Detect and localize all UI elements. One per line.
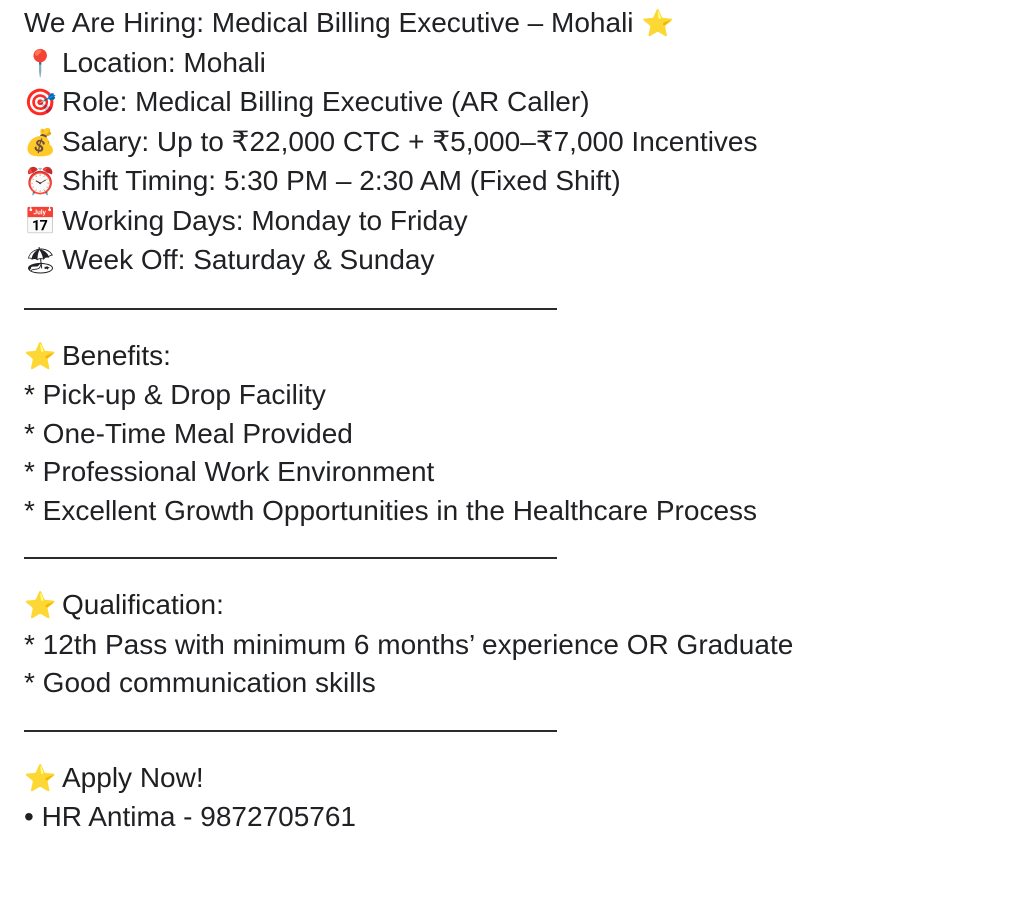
list-item: * Pick-up & Drop Facility xyxy=(24,379,326,410)
star-icon: ⭐ xyxy=(641,9,674,39)
list-item: * Good communication skills xyxy=(24,667,376,698)
list-item: * 12th Pass with minimum 6 months’ experience OR Graduate xyxy=(24,628,794,660)
list-item: * Excellent Growth Opportunities in the Healthcare Process xyxy=(24,494,758,526)
apply-heading-text: Apply Now! xyxy=(62,761,204,793)
alarm-clock-icon: ⏰ xyxy=(24,167,57,197)
list-item: * One-Time Meal Provided xyxy=(24,417,353,449)
detail-text: Role: Medical Billing Executive (AR Caller) xyxy=(62,86,590,117)
star-icon: ⭐ xyxy=(24,591,57,621)
divider-line xyxy=(24,308,557,310)
detail-text: Salary: Up to ₹22,000 CTC + ₹5,000–₹7,000 Incentives xyxy=(62,125,758,157)
detail-row-working-days xyxy=(24,202,1000,242)
divider-line xyxy=(24,730,557,732)
page-title-text: We Are Hiring: Medical Billing Executive – Mohali xyxy=(24,7,634,38)
section-divider-2 xyxy=(24,530,1000,586)
qualification-heading xyxy=(24,586,1000,626)
location-pin-icon: 📍 xyxy=(24,48,57,79)
benefits-heading-text: Benefits: xyxy=(62,339,171,371)
detail-row-location xyxy=(24,44,1000,84)
beach-umbrella-icon: 🏖 xyxy=(24,246,58,276)
section-divider-3 xyxy=(24,703,1000,759)
detail-text: Working Days: Monday to Friday xyxy=(62,204,468,236)
qualification-heading-text: Qualification: xyxy=(62,589,224,620)
list-item: * Professional Work Environment xyxy=(24,456,435,487)
section-divider-1 xyxy=(24,281,1000,337)
target-icon: 🎯 xyxy=(24,88,57,118)
detail-row-week-off xyxy=(24,241,1000,281)
apply-heading xyxy=(24,759,1000,799)
divider-line xyxy=(24,557,557,559)
contact-line: • HR Antima - 9872705761 xyxy=(24,801,357,832)
detail-text: Week Off: Saturday & Sunday xyxy=(62,244,435,275)
detail-text: Shift Timing: 5:30 PM – 2:30 AM (Fixed Shift) xyxy=(62,165,621,196)
page-title xyxy=(24,4,1000,44)
detail-row-shift xyxy=(24,162,1000,202)
money-bag-icon: 💰 xyxy=(24,127,57,158)
benefits-heading xyxy=(24,337,1000,377)
star-icon: ⭐ xyxy=(24,341,57,372)
detail-row-role xyxy=(24,83,1000,123)
detail-text: Location: Mohali xyxy=(62,46,266,78)
star-icon: ⭐ xyxy=(24,763,57,794)
calendar-icon: 📅 xyxy=(24,206,57,237)
detail-row-salary xyxy=(24,123,1000,163)
